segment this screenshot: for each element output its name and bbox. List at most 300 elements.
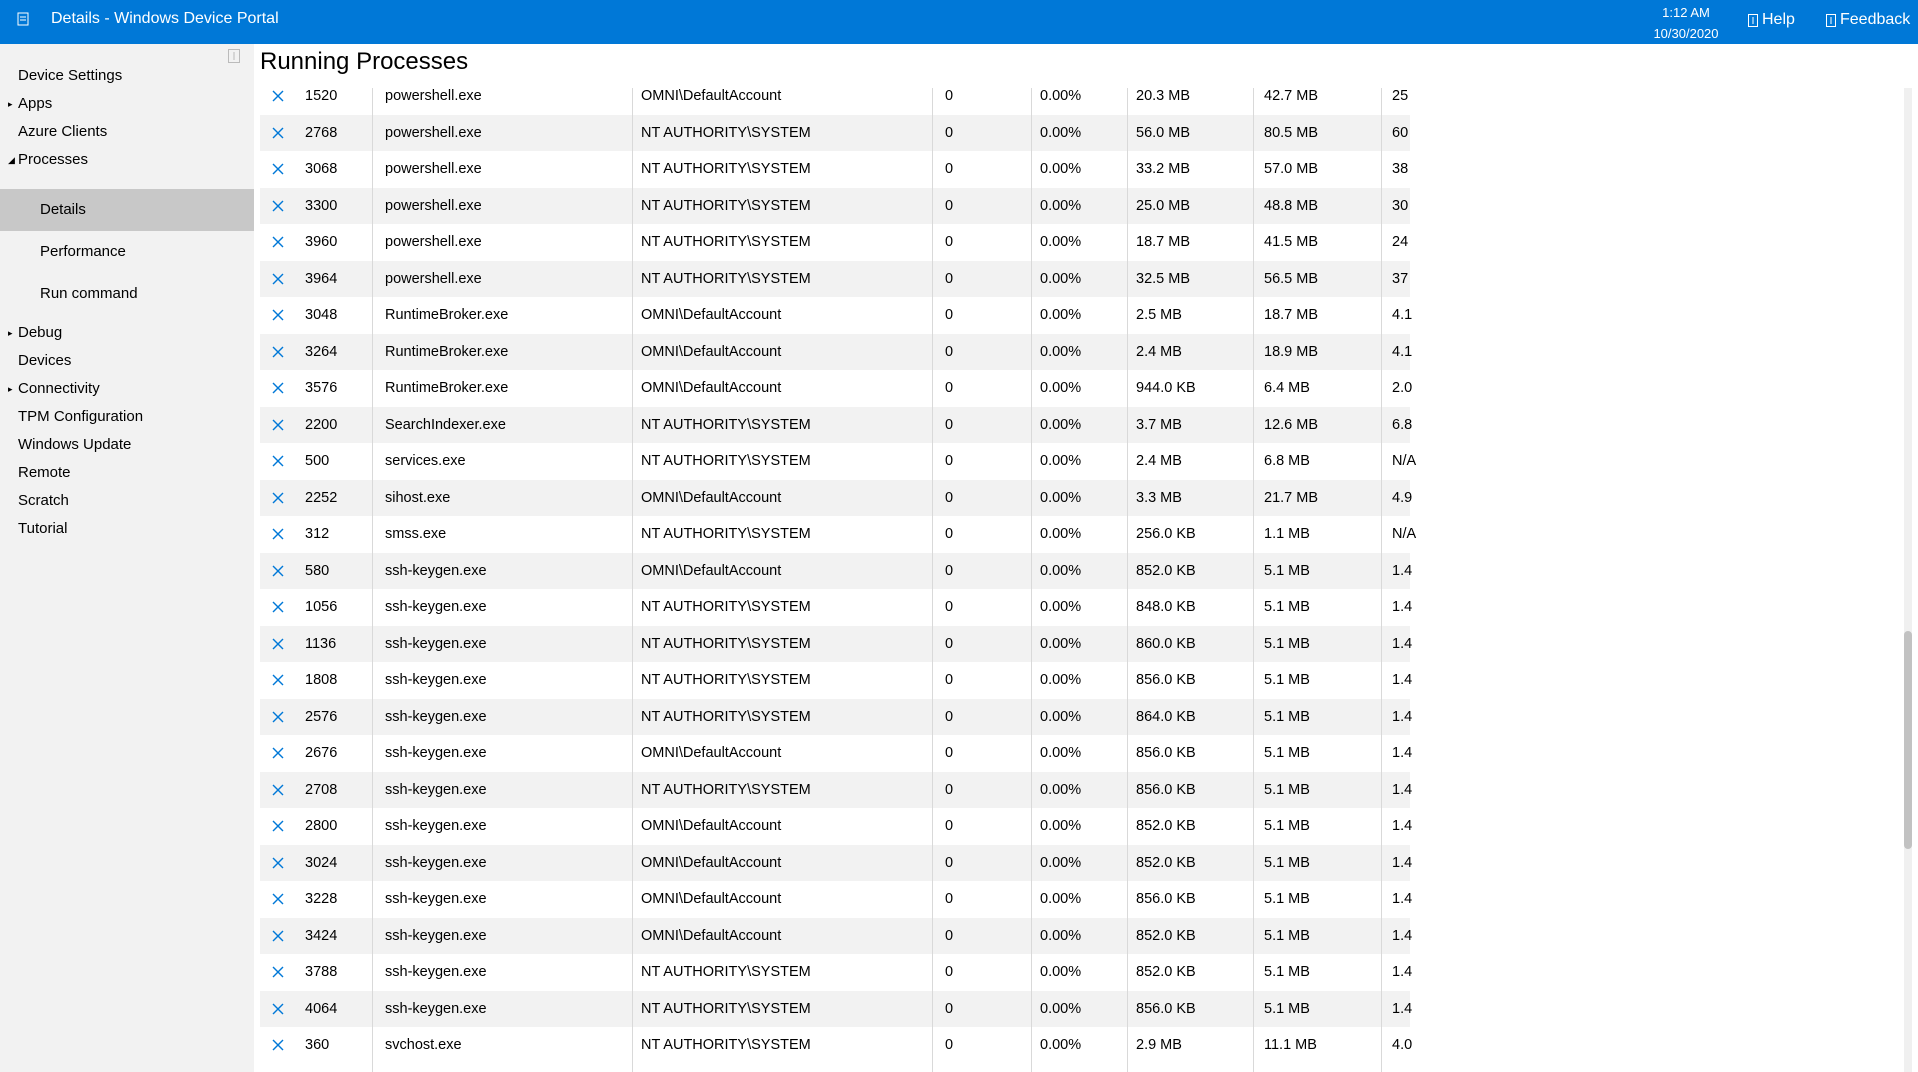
cell-pid: 1056 (305, 599, 338, 615)
kill-process-button[interactable] (272, 881, 288, 918)
cell-user: OMNI\DefaultAccount (641, 343, 782, 360)
kill-process-button[interactable] (272, 626, 288, 663)
cell-working: 5.1 MB (1264, 781, 1310, 798)
close-icon (272, 893, 284, 905)
help-label: Help (1762, 11, 1795, 28)
table-row (260, 954, 1413, 991)
sidebar-item-label: Scratch (18, 492, 69, 509)
cell-working: 5.1 MB (1264, 635, 1310, 652)
cell-cpu: 0.00% (1040, 708, 1082, 725)
kill-process-button[interactable] (272, 699, 288, 736)
sidebar-item-run-command[interactable] (0, 277, 254, 311)
cell-user: NT AUTHORITY\SYSTEM (641, 708, 811, 725)
sidebar-item-details[interactable] (0, 189, 254, 231)
cell-working: 57.0 MB (1264, 161, 1318, 177)
cell-cpu: 0.00% (1040, 599, 1082, 615)
close-icon (272, 382, 284, 394)
cell-priority: 0 (945, 489, 954, 506)
cell-priority: 0 (945, 416, 954, 433)
cell-pid: 1808 (305, 672, 338, 688)
cell-working: 11.1 MB (1264, 1037, 1317, 1053)
cell-name: ssh-keygen.exe (385, 854, 487, 871)
cell-user: NT AUTHORITY\SYSTEM (641, 1037, 811, 1053)
cell-priority: 0 (945, 307, 954, 323)
cell-name: powershell.exe (385, 124, 482, 141)
cell-working: 5.1 MB (1264, 1000, 1310, 1017)
cell-working: 18.9 MB (1264, 343, 1318, 360)
table-row (260, 261, 1410, 298)
cell-virtual: 1.4 (1392, 599, 1413, 615)
kill-process-button[interactable] (272, 261, 288, 298)
scrollbar[interactable] (1904, 88, 1912, 1072)
cell-pid: 3228 (305, 891, 338, 907)
cell-private: 20.3 MB (1136, 88, 1190, 104)
cell-virtual: 37 (1392, 270, 1409, 287)
table-row (260, 662, 1413, 699)
close-icon (272, 784, 284, 796)
cell-working: 5.1 MB (1264, 745, 1310, 761)
scrollbar-thumb[interactable] (1904, 631, 1912, 849)
cell-priority: 0 (945, 562, 954, 579)
cell-cpu: 0.00% (1040, 197, 1082, 214)
close-icon (272, 601, 284, 613)
close-icon (272, 674, 284, 686)
cell-private: 852.0 KB (1136, 854, 1196, 871)
close-icon (272, 1003, 284, 1015)
cell-virtual: N/A (1392, 526, 1417, 542)
cell-pid: 3264 (305, 343, 338, 360)
cell-working: 5.1 MB (1264, 927, 1310, 944)
sidebar-item-performance[interactable] (0, 235, 254, 269)
cell-private: 864.0 KB (1136, 708, 1196, 725)
cell-cpu: 0.00% (1040, 818, 1082, 834)
cell-name: ssh-keygen.exe (385, 708, 487, 725)
cell-name: ssh-keygen.exe (385, 635, 487, 652)
kill-process-button[interactable] (272, 407, 288, 444)
table-row (260, 589, 1413, 626)
column-divider (932, 88, 933, 1072)
table-row (260, 516, 1417, 553)
cell-cpu: 0.00% (1040, 124, 1082, 141)
cell-virtual: 1.4 (1392, 708, 1413, 725)
cell-working: 5.1 MB (1264, 562, 1310, 579)
feedback-link[interactable] (1826, 11, 1910, 29)
cell-virtual: 1.4 (1392, 672, 1413, 688)
cell-priority: 0 (945, 891, 954, 907)
cell-cpu: 0.00% (1040, 672, 1082, 688)
cell-pid: 3424 (305, 927, 338, 944)
cell-virtual: 2.0 (1392, 380, 1413, 396)
cell-priority: 0 (945, 380, 954, 396)
kill-process-button[interactable] (272, 1027, 288, 1064)
close-icon (272, 419, 284, 431)
close-icon (272, 565, 284, 577)
process-table (260, 88, 1417, 1072)
window-title: Details - Windows Device Portal (51, 10, 279, 27)
cell-pid: 2252 (305, 489, 338, 506)
kill-process-button[interactable] (272, 334, 288, 371)
cell-cpu: 0.00% (1040, 307, 1082, 323)
table-row (260, 297, 1413, 334)
cell-priority: 0 (945, 708, 954, 725)
cell-user: OMNI\DefaultAccount (641, 562, 782, 579)
cell-cpu: 0.00% (1040, 416, 1082, 433)
kill-process-button[interactable] (272, 662, 288, 699)
close-icon (272, 638, 284, 650)
cell-name: ssh-keygen.exe (385, 891, 487, 907)
table-row (260, 553, 1413, 590)
cell-working: 18.7 MB (1264, 307, 1318, 323)
kill-process-button[interactable] (272, 480, 288, 517)
cell-working: 21.7 MB (1264, 489, 1318, 506)
expanded-arrow-icon: ◢ (8, 155, 15, 165)
sidebar-item-label: Azure Clients (18, 123, 108, 140)
cell-pid: 2708 (305, 781, 338, 798)
cell-virtual: 4.1 (1392, 307, 1413, 323)
cell-user: NT AUTHORITY\SYSTEM (641, 672, 811, 688)
kill-process-button[interactable] (272, 991, 288, 1028)
table-row (260, 918, 1413, 955)
cell-private: 32.5 MB (1136, 270, 1190, 287)
cell-name: RuntimeBroker.exe (385, 307, 509, 323)
close-icon (272, 747, 284, 759)
cell-virtual: 6.8 (1392, 416, 1413, 433)
table-row (260, 480, 1413, 517)
table-row (260, 188, 1410, 225)
sidebar-item-label: Remote (18, 464, 71, 481)
close-icon (272, 163, 284, 175)
cell-virtual: 4.0 (1392, 1037, 1413, 1053)
cell-virtual: 60 (1392, 124, 1409, 141)
cell-private: 2.9 MB (1136, 1037, 1182, 1053)
close-icon (272, 273, 284, 285)
cell-name: powershell.exe (385, 197, 482, 214)
sidebar-item-label: Device Settings (18, 67, 123, 84)
sidebar-item-label: TPM Configuration (18, 408, 144, 425)
cell-cpu: 0.00% (1040, 270, 1082, 287)
column-divider (1253, 88, 1254, 1072)
cell-priority: 0 (945, 526, 954, 542)
cell-user: NT AUTHORITY\SYSTEM (641, 781, 811, 798)
cell-user: OMNI\DefaultAccount (641, 927, 782, 944)
cell-user: OMNI\DefaultAccount (641, 88, 782, 104)
close-icon (272, 1039, 284, 1051)
cell-name: ssh-keygen.exe (385, 1000, 487, 1017)
cell-cpu: 0.00% (1040, 526, 1082, 542)
table-row (260, 1027, 1413, 1064)
cell-user: NT AUTHORITY\SYSTEM (641, 161, 811, 177)
cell-pid: 3964 (305, 270, 338, 287)
cell-virtual: 25 (1392, 88, 1409, 104)
cell-cpu: 0.00% (1040, 745, 1082, 761)
cell-priority: 0 (945, 672, 954, 688)
cell-private: 56.0 MB (1136, 124, 1190, 141)
clock-time: 1:12 AM (1662, 5, 1710, 20)
cell-working: 5.1 MB (1264, 964, 1310, 980)
cell-priority: 0 (945, 1000, 954, 1017)
collapsed-arrow-icon: ▸ (8, 384, 13, 394)
cell-name: ssh-keygen.exe (385, 964, 487, 980)
kill-process-button[interactable] (272, 553, 288, 590)
cell-working: 1.1 MB (1264, 526, 1310, 542)
cell-virtual: 1.4 (1392, 891, 1413, 907)
cell-cpu: 0.00% (1040, 234, 1082, 250)
cell-working: 80.5 MB (1264, 124, 1318, 141)
sidebar-item-label: Connectivity (18, 380, 100, 397)
cell-name: smss.exe (385, 526, 447, 542)
cell-name: RuntimeBroker.exe (385, 380, 509, 396)
cell-user: NT AUTHORITY\SYSTEM (641, 416, 811, 433)
cell-private: 852.0 KB (1136, 818, 1196, 834)
cell-private: 856.0 KB (1136, 891, 1196, 907)
cell-cpu: 0.00% (1040, 891, 1082, 907)
table-row (260, 407, 1413, 444)
cell-private: 856.0 KB (1136, 1000, 1196, 1017)
cell-pid: 4064 (305, 1000, 338, 1017)
kill-process-button[interactable] (272, 918, 288, 955)
cell-working: 6.4 MB (1264, 380, 1310, 396)
cell-cpu: 0.00% (1040, 927, 1082, 944)
cell-user: OMNI\DefaultAccount (641, 489, 782, 506)
cell-name: ssh-keygen.exe (385, 745, 487, 761)
cell-virtual: 24 (1392, 234, 1409, 250)
close-icon (272, 528, 284, 540)
cell-private: 25.0 MB (1136, 197, 1190, 214)
cell-pid: 2576 (305, 708, 338, 725)
close-icon (272, 820, 284, 832)
cell-user: OMNI\DefaultAccount (641, 380, 782, 396)
cell-user: NT AUTHORITY\SYSTEM (641, 1000, 811, 1017)
kill-process-button[interactable] (272, 735, 288, 772)
cell-private: 3.3 MB (1136, 489, 1182, 506)
cell-virtual: 1.4 (1392, 781, 1413, 798)
kill-process-button[interactable] (272, 808, 288, 845)
cell-pid: 3024 (305, 854, 338, 871)
kill-process-button[interactable] (272, 443, 288, 480)
help-link[interactable] (1748, 11, 1795, 29)
cell-name: sihost.exe (385, 489, 451, 506)
cell-priority: 0 (945, 161, 954, 177)
cell-virtual: 1.4 (1392, 1000, 1413, 1017)
cell-user: OMNI\DefaultAccount (641, 818, 782, 834)
cell-priority: 0 (945, 343, 954, 360)
cell-private: 848.0 KB (1136, 599, 1196, 615)
cell-priority: 0 (945, 818, 954, 834)
cell-virtual: 1.4 (1392, 745, 1413, 761)
kill-process-button[interactable] (272, 78, 288, 115)
cell-pid: 500 (305, 453, 330, 469)
cell-cpu: 0.00% (1040, 635, 1082, 652)
cell-pid: 2768 (305, 124, 338, 141)
sidebar-item-label: Run command (40, 285, 138, 302)
close-icon (272, 236, 284, 248)
close-icon (272, 492, 284, 504)
cell-priority: 0 (945, 781, 954, 798)
cell-cpu: 0.00% (1040, 854, 1082, 871)
cell-pid: 2200 (305, 416, 338, 433)
sidebar-item-label: Devices (18, 352, 72, 369)
table-row (260, 443, 1417, 480)
table-row (260, 808, 1413, 845)
sidebar-item-processes[interactable] (0, 143, 254, 177)
cell-priority: 0 (945, 453, 954, 469)
cell-working: 5.1 MB (1264, 891, 1310, 907)
feedback-icon (1826, 14, 1836, 27)
cell-working: 5.1 MB (1264, 599, 1310, 615)
sidebar-item-label: Tutorial (18, 520, 68, 537)
cell-priority: 0 (945, 197, 954, 214)
cell-user: NT AUTHORITY\SYSTEM (641, 270, 811, 287)
cell-pid: 360 (305, 1037, 330, 1053)
cell-virtual: 4.9 (1392, 489, 1413, 506)
cell-working: 6.8 MB (1264, 453, 1310, 469)
sidebar-item-label: Processes (18, 151, 89, 168)
cell-name: ssh-keygen.exe (385, 781, 487, 798)
cell-pid: 3788 (305, 964, 338, 980)
kill-process-button[interactable] (272, 151, 288, 188)
clock-date: 10/30/2020 (1653, 26, 1719, 41)
close-icon (272, 127, 284, 139)
cell-virtual: 38 (1392, 161, 1409, 177)
cell-working: 12.6 MB (1264, 416, 1318, 433)
cell-name: RuntimeBroker.exe (385, 343, 509, 360)
cell-working: 5.1 MB (1264, 708, 1310, 725)
cell-private: 2.5 MB (1136, 307, 1182, 323)
cell-virtual: 1.4 (1392, 854, 1413, 871)
cell-virtual: 1.4 (1392, 818, 1413, 834)
cell-priority: 0 (945, 927, 954, 944)
cell-cpu: 0.00% (1040, 1037, 1082, 1053)
cell-pid: 1136 (305, 635, 337, 652)
column-divider (372, 88, 373, 1072)
cell-user: OMNI\DefaultAccount (641, 745, 782, 761)
sidebar-item-label: Debug (18, 324, 63, 341)
cell-user: NT AUTHORITY\SYSTEM (641, 453, 811, 469)
cell-working: 5.1 MB (1264, 854, 1310, 871)
cell-pid: 3300 (305, 197, 338, 214)
cell-name: SearchIndexer.exe (385, 416, 506, 433)
kill-process-button[interactable] (272, 224, 288, 261)
kill-process-button[interactable] (272, 188, 288, 225)
cell-cpu: 0.00% (1040, 343, 1082, 360)
cell-name: powershell.exe (385, 234, 482, 250)
close-icon (272, 455, 284, 467)
cell-private: 33.2 MB (1136, 161, 1190, 177)
table-row (260, 699, 1413, 736)
close-icon (272, 309, 284, 321)
cell-virtual: 1.4 (1392, 635, 1413, 652)
column-divider (1381, 88, 1382, 1072)
cell-user: NT AUTHORITY\SYSTEM (641, 526, 811, 542)
cell-working: 5.1 MB (1264, 818, 1310, 834)
cell-private: 860.0 KB (1136, 635, 1196, 652)
close-icon (272, 711, 284, 723)
cell-name: ssh-keygen.exe (385, 599, 487, 615)
cell-user: NT AUTHORITY\SYSTEM (641, 599, 811, 615)
table-row (260, 991, 1413, 1028)
cell-working: 56.5 MB (1264, 270, 1318, 287)
close-icon (272, 857, 284, 869)
cell-priority: 0 (945, 234, 954, 250)
table-row (260, 845, 1413, 882)
cell-pid: 1520 (305, 88, 338, 104)
cell-priority: 0 (945, 635, 954, 652)
table-row (260, 78, 1410, 115)
cell-priority: 0 (945, 1037, 954, 1053)
cell-name: ssh-keygen.exe (385, 562, 487, 579)
cell-private: 944.0 KB (1136, 380, 1196, 396)
cell-pid: 2676 (305, 745, 338, 761)
app-icon (17, 12, 29, 26)
cell-user: OMNI\DefaultAccount (641, 307, 782, 323)
kill-process-button[interactable] (272, 589, 288, 626)
cell-user: NT AUTHORITY\SYSTEM (641, 234, 811, 250)
column-divider (632, 88, 633, 1072)
cell-pid: 312 (305, 526, 330, 542)
kill-process-button[interactable] (272, 845, 288, 882)
help-icon (1748, 14, 1758, 27)
cell-working: 41.5 MB (1264, 234, 1318, 250)
kill-process-button[interactable] (272, 954, 288, 991)
cell-pid: 3960 (305, 234, 338, 250)
cell-pid: 3048 (305, 307, 338, 323)
table-row (260, 881, 1413, 918)
collapsed-arrow-icon: ▸ (8, 328, 13, 338)
cell-private: 852.0 KB (1136, 927, 1196, 944)
cell-user: OMNI\DefaultAccount (641, 891, 782, 907)
cell-name: services.exe (385, 453, 466, 469)
kill-process-button[interactable] (272, 297, 288, 334)
cell-private: 852.0 KB (1136, 562, 1196, 579)
table-row (260, 772, 1413, 809)
kill-process-button[interactable] (272, 772, 288, 809)
cell-priority: 0 (945, 854, 954, 871)
cell-virtual: 1.4 (1392, 927, 1413, 944)
cell-cpu: 0.00% (1040, 781, 1082, 798)
feedback-label: Feedback (1840, 11, 1911, 28)
cell-priority: 0 (945, 88, 954, 104)
cell-private: 2.4 MB (1136, 453, 1182, 469)
table-row (260, 735, 1413, 772)
cell-virtual: N/A (1392, 453, 1417, 469)
cell-name: powershell.exe (385, 270, 482, 287)
cell-cpu: 0.00% (1040, 1000, 1082, 1017)
cell-name: ssh-keygen.exe (385, 927, 487, 944)
cell-pid: 3068 (305, 161, 338, 177)
cell-virtual: 1.4 (1392, 562, 1413, 579)
cell-cpu: 0.00% (1040, 964, 1082, 980)
sidebar-item-tutorial[interactable] (0, 512, 254, 546)
kill-process-button[interactable] (272, 370, 288, 407)
collapsed-arrow-icon: ▸ (8, 99, 13, 109)
page-title: Running Processes (260, 48, 469, 75)
cell-working: 42.7 MB (1264, 88, 1318, 104)
cell-name: svchost.exe (385, 1037, 462, 1053)
cell-private: 856.0 KB (1136, 745, 1196, 761)
column-divider (1031, 88, 1032, 1072)
kill-process-button[interactable] (272, 516, 288, 553)
table-row (260, 370, 1413, 407)
sidebar-item-label: Details (40, 201, 86, 218)
top-bar (0, 0, 1918, 44)
close-icon (272, 346, 284, 358)
cell-working: 5.1 MB (1264, 672, 1310, 688)
kill-process-button[interactable] (272, 115, 288, 152)
cell-priority: 0 (945, 964, 954, 980)
cell-virtual: 1.4 (1392, 964, 1413, 980)
cell-cpu: 0.00% (1040, 161, 1082, 177)
close-icon (272, 930, 284, 942)
